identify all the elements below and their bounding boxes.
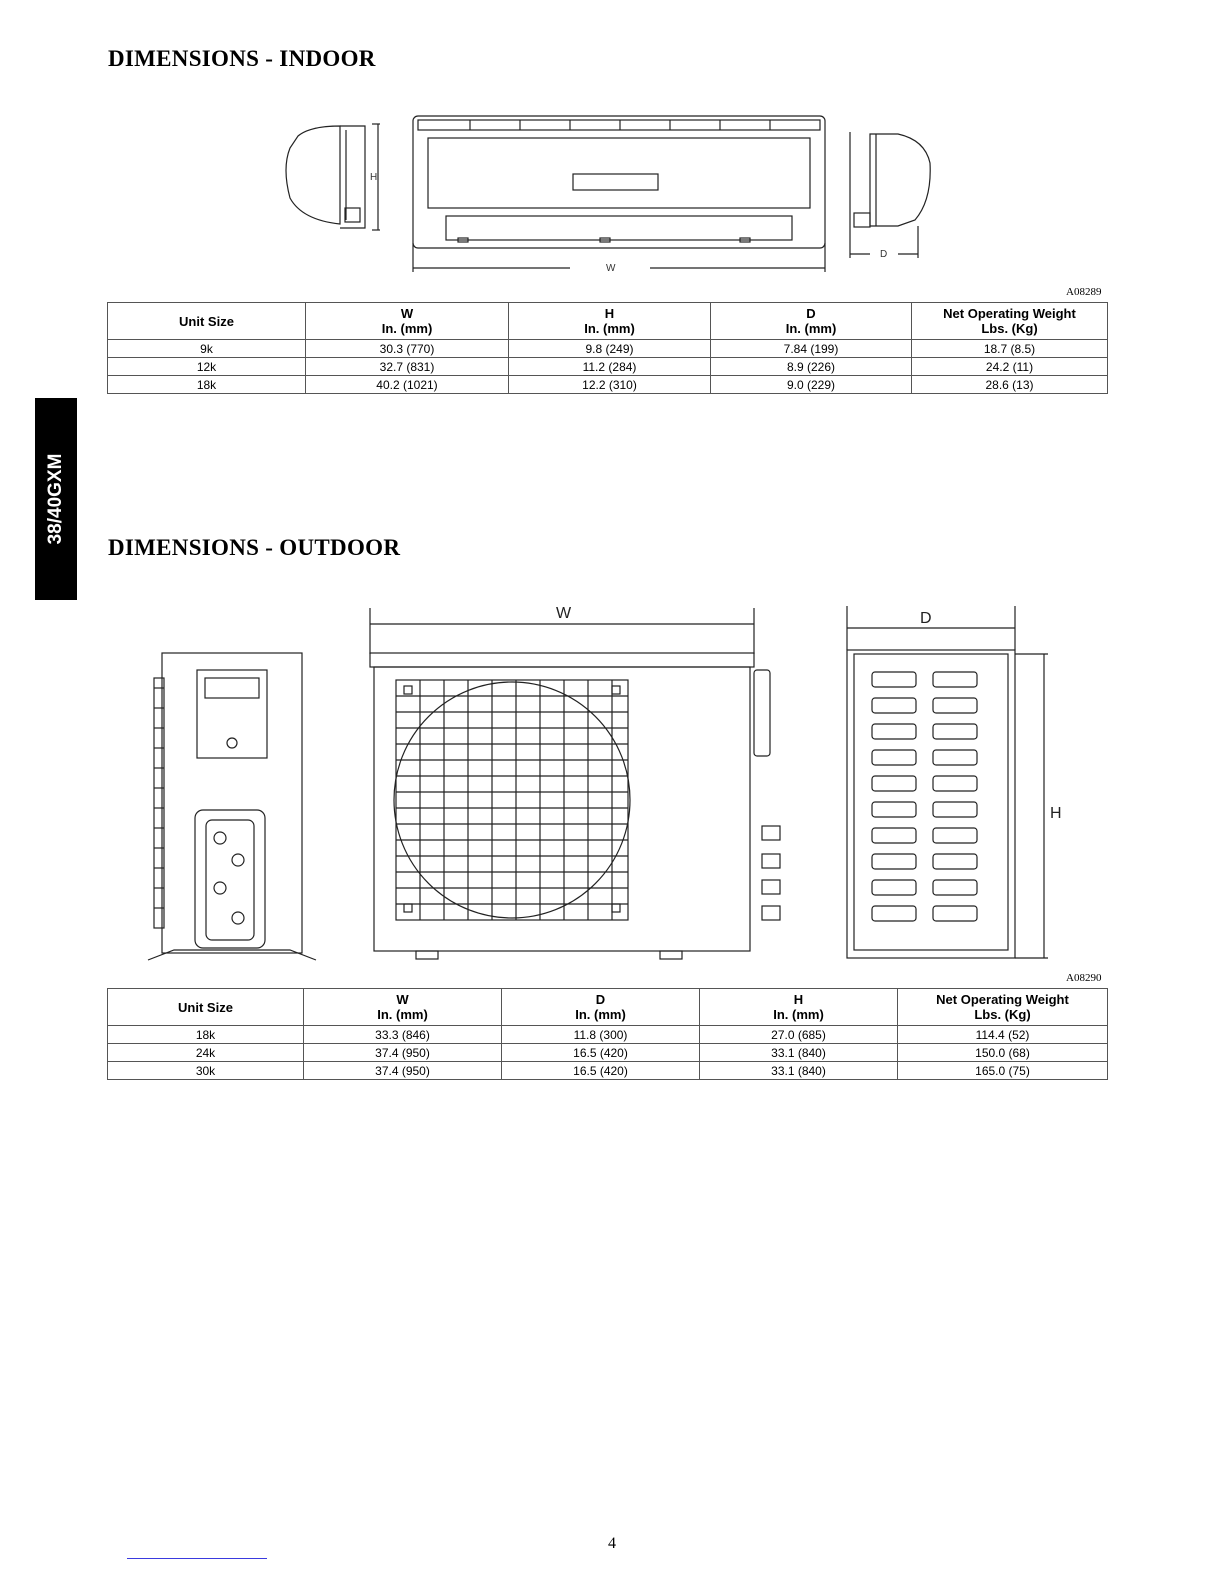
header-h: H In. (mm) (509, 303, 711, 340)
outdoor-figure-code: A08290 (1066, 972, 1102, 984)
cell-unit-size: 18k (108, 376, 306, 394)
outdoor-unit-drawing (140, 598, 1080, 968)
indoor-d-label: D (880, 249, 888, 260)
cell-h: 12.2 (310) (509, 376, 711, 394)
cell-d: 7.84 (199) (711, 340, 912, 358)
footer-divider (127, 1558, 267, 1559)
cell-w: 37.4 (950) (304, 1044, 502, 1062)
header-weight: Net Operating Weight Lbs. (Kg) (912, 303, 1108, 340)
cell-unit-size: 18k (108, 1026, 304, 1044)
cell-w: 30.3 (770) (306, 340, 509, 358)
cell-d: 9.0 (229) (711, 376, 912, 394)
header-unit-size: Unit Size (108, 303, 306, 340)
indoor-dimensions-table (107, 302, 1108, 394)
cell-weight: 114.4 (52) (898, 1026, 1108, 1044)
cell-w: 33.3 (846) (304, 1026, 502, 1044)
table-header-row (108, 989, 1108, 1026)
header-unit-size: Unit Size (108, 989, 304, 1026)
cell-weight: 165.0 (75) (898, 1062, 1108, 1080)
outdoor-dimensions-table (107, 988, 1108, 1080)
cell-unit-size: 24k (108, 1044, 304, 1062)
cell-w: 37.4 (950) (304, 1062, 502, 1080)
table-row (108, 358, 1108, 376)
indoor-section-title: DIMENSIONS - INDOOR (108, 46, 376, 71)
cell-weight: 18.7 (8.5) (912, 340, 1108, 358)
cell-weight: 150.0 (68) (898, 1044, 1108, 1062)
table-row (108, 1044, 1108, 1062)
outdoor-section-title: DIMENSIONS - OUTDOOR (108, 535, 401, 560)
table-row (108, 1026, 1108, 1044)
cell-d: 16.5 (420) (502, 1062, 700, 1080)
indoor-h-label: H (370, 172, 378, 183)
cell-w: 32.7 (831) (306, 358, 509, 376)
indoor-unit-drawing (270, 108, 950, 278)
table-header-row (108, 303, 1108, 340)
outdoor-w-label: W (556, 605, 572, 622)
cell-weight: 24.2 (11) (912, 358, 1108, 376)
cell-h: 33.1 (840) (700, 1062, 898, 1080)
page-number: 4 (608, 1535, 616, 1552)
side-tab-model (35, 398, 77, 600)
indoor-figure-code: A08289 (1066, 286, 1102, 298)
indoor-w-label: W (606, 263, 616, 274)
header-weight: Net Operating Weight Lbs. (Kg) (898, 989, 1108, 1026)
cell-d: 11.8 (300) (502, 1026, 700, 1044)
cell-h: 27.0 (685) (700, 1026, 898, 1044)
header-d: D In. (mm) (711, 303, 912, 340)
outdoor-d-label: D (920, 610, 932, 627)
table-row (108, 376, 1108, 394)
cell-h: 9.8 (249) (509, 340, 711, 358)
cell-weight: 28.6 (13) (912, 376, 1108, 394)
cell-d: 8.9 (226) (711, 358, 912, 376)
header-w: W In. (mm) (306, 303, 509, 340)
table-row (108, 1062, 1108, 1080)
header-h: H In. (mm) (700, 989, 898, 1026)
cell-unit-size: 30k (108, 1062, 304, 1080)
cell-unit-size: 12k (108, 358, 306, 376)
side-tab-label: 38/40GXM (45, 453, 66, 545)
cell-d: 16.5 (420) (502, 1044, 700, 1062)
header-w: W In. (mm) (304, 989, 502, 1026)
cell-h: 33.1 (840) (700, 1044, 898, 1062)
outdoor-h-label: H (1050, 805, 1062, 822)
table-row (108, 340, 1108, 358)
cell-h: 11.2 (284) (509, 358, 711, 376)
cell-unit-size: 9k (108, 340, 306, 358)
header-d: D In. (mm) (502, 989, 700, 1026)
cell-w: 40.2 (1021) (306, 376, 509, 394)
